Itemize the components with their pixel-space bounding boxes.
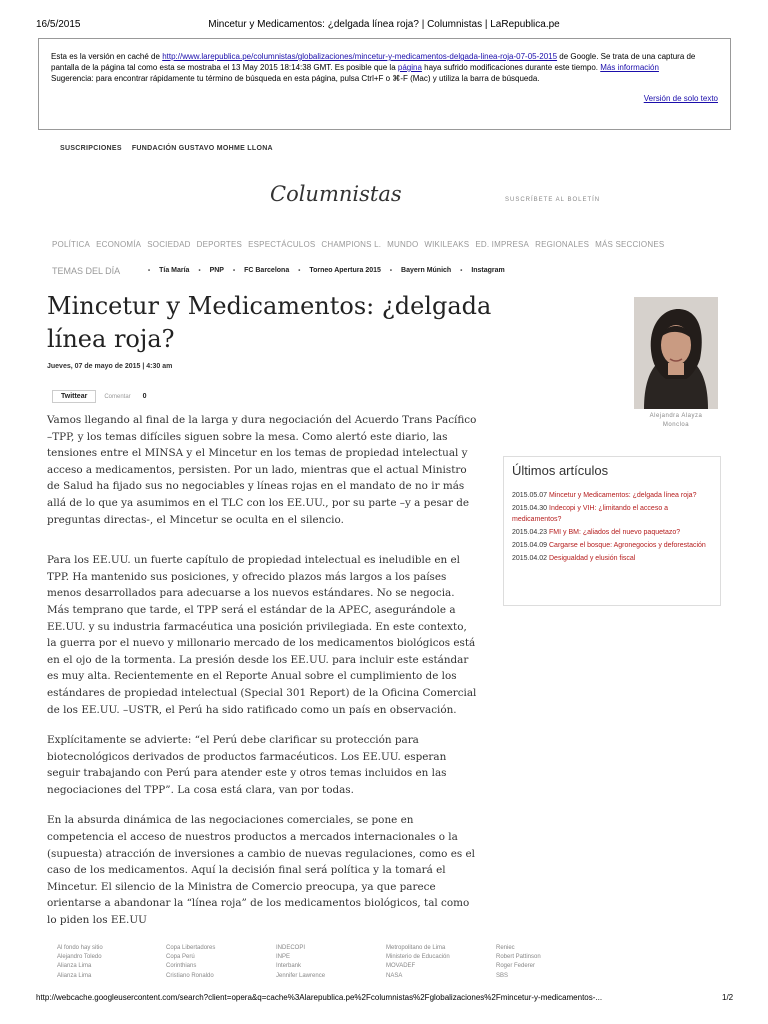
footer-link[interactable]: Roger Federer	[496, 963, 536, 970]
topnav-suscripciones[interactable]: SUSCRIPCIONES	[60, 145, 122, 152]
footer-link[interactable]: Alianza Lima	[57, 972, 92, 979]
latest-article-title[interactable]: Cargarse el bosque: Agronegocios y deforestación	[549, 542, 706, 549]
footer-column	[386, 944, 450, 981]
nav-wikileaks[interactable]: WIKILEAKS	[424, 240, 470, 249]
nav-champions[interactable]: CHAMPIONS L.	[321, 240, 382, 249]
nav-espectaculos[interactable]: ESPECTÁCULOS	[248, 240, 316, 249]
mas-informacion-link[interactable]: Más información	[600, 63, 659, 72]
tag-pnp[interactable]: • PNP	[198, 267, 224, 274]
cache-banner	[38, 38, 731, 130]
article-headline: Mincetur y Medicamentos: ¿delgada línea roja?	[47, 292, 492, 353]
cache-text-3: haya sufrido modificaciones durante este tiempo.	[421, 63, 601, 72]
latest-article-item[interactable]	[512, 503, 712, 525]
latest-article-date: 2015.04.02	[512, 555, 548, 562]
author-caption	[634, 412, 718, 430]
footer-column	[57, 944, 103, 981]
footer-link[interactable]: MOVADEF	[386, 963, 416, 970]
category-nav	[52, 240, 670, 249]
latest-articles-box	[503, 456, 721, 606]
paragraph: Para los EE.UU. un fuerte capítulo de propiedad intelectual es ineludible en el TPP. Ha mantenido sus posiciones, y ofrecido plazos más largos a los países menos desarrollados para adecuarse a los nuevos estándares. No se negocia. Más temprano que tarde, el TPP será el estándar de la APEC, asegurándole a EE.UU. y su industria farmacéutica una posición privilegiada. En este contexto, la guerra por el nuevo y millonario mercado de los medicamentos biológicos está en el ojo de la tormenta. La presión desde los EE.UU. para incluir este estándar es muy alta. Recientemente en el Reporte Anual sobre el cumplimiento de los estándares de propiedad intelectual (Special 301 Report) de la Oficina Comercial de los EE.UU. –USTR, el Perú ha sido ratificado como un país en observación.	[47, 554, 477, 716]
footer-link[interactable]: Alejandro Toledo	[57, 954, 102, 961]
twitter-button[interactable]: Twittear	[52, 390, 96, 403]
footer-link[interactable]: Reniec	[496, 945, 515, 951]
footer-link[interactable]: SBS	[496, 972, 509, 979]
comment-button[interactable]: Comentar	[104, 394, 131, 400]
latest-article-date: 2015.04.09	[512, 542, 548, 549]
footer-column	[166, 944, 215, 981]
nav-politica[interactable]: POLÍTICA	[52, 240, 91, 249]
cache-url-link[interactable]: http://www.larepublica.pe/columnistas/globalizaciones/mincetur-y-medicamentos-delgada-linea-roja-07-05-2015	[162, 52, 558, 61]
print-url: http://webcache.googleusercontent.com/search?client=opera&q=cache%3Alarepublica.pe%2Fcolumnistas%2Fglobalizaciones%2Fmincetur-y-medicamentos-...	[36, 993, 603, 1002]
latest-article-title[interactable]: Indecopi y VIH: ¿limitando el acceso a medicamentos?	[512, 505, 669, 523]
latest-article-item[interactable]	[512, 553, 712, 564]
footer-link[interactable]: Jennifer Lawrence	[276, 972, 326, 979]
footer-link[interactable]: Ministerio de Educación	[386, 954, 450, 961]
tag-torneo-apertura[interactable]: • Torneo Apertura 2015	[298, 267, 381, 274]
cache-notice	[51, 51, 718, 73]
footer-link[interactable]: Interbank	[276, 963, 302, 970]
print-date: 16/5/2015	[36, 19, 81, 30]
nav-ed-impresa[interactable]: ED. IMPRESA	[475, 240, 530, 249]
footer-link[interactable]: INDECOPI	[276, 945, 306, 951]
tag-tia-maria[interactable]: • Tía María	[148, 267, 189, 274]
trending-tags	[148, 267, 514, 274]
top-nav	[60, 145, 283, 152]
latest-articles-title: Últimos artículos	[512, 463, 609, 478]
footer-link[interactable]: Al fondo hay sitio	[57, 945, 103, 951]
page-title: Mincetur y Medicamentos: ¿delgada línea roja? | Columnistas | LaRepublica.pe	[208, 19, 560, 30]
text-only-version-link[interactable]: Versión de solo texto	[643, 94, 718, 103]
comment-count: 0	[142, 393, 147, 400]
footer-link[interactable]: INPE	[276, 954, 291, 961]
article-date: Jueves, 07 de mayo de 2015 | 4:30 am	[47, 363, 173, 370]
paragraph: Vamos llegando al final de la larga y dura negociación del Acuerdo Trans Pacífico –TPP, y los temas difíciles siguen sobre la mesa. Como alertó este diario, las tensiones entre el MINSA y el Mincetur en los temas de propiedad intelectual y acceso a medicamentos, persisten. Por un lado, mientras que el actual Ministro de Salud ha fijado sus no negociables y líneas rojas en el mandato de no ir más allá de lo que ya asumimos en el TLC con los EE.UU., por su parte –y a pesar de preguntas directas-, el Mincetur se oculta en el silencio.	[47, 414, 477, 526]
article-body	[47, 412, 477, 943]
tag-bayern[interactable]: • Bayern Múnich	[390, 267, 451, 274]
footer-link[interactable]: Metropolitano de Lima	[386, 945, 446, 951]
footer-link[interactable]: Copa Perú	[166, 954, 195, 961]
latest-article-date: 2015.05.07	[512, 492, 548, 499]
temas-del-dia-label: TEMAS DEL DÍA	[52, 266, 121, 276]
footer-column	[276, 944, 325, 981]
latest-article-item[interactable]	[512, 490, 712, 501]
footer-link[interactable]: NASA	[386, 972, 403, 979]
paragraph: Explícitamente se advierte: “el Perú debe clarificar su protección para biotecnológicos derivados de productos farmacéuticos. Los EE.UU. esperan seguir trabajando con Perú para atender este y otros temas incluidos en las negociaciones del TPP”. La cosa está clara, van por todas.	[47, 734, 447, 796]
author-name-line1: Alejandra Alayza	[649, 413, 703, 419]
footer-link[interactable]: Cristiano Ronaldo	[166, 972, 214, 979]
latest-article-title[interactable]: Desigualdad y elusión fiscal	[549, 555, 636, 562]
print-page-count: 1/2	[722, 993, 734, 1002]
pagina-link[interactable]: página	[397, 63, 422, 72]
latest-article-item[interactable]	[512, 527, 712, 538]
cache-text-2: de Google. Se trata de una captura de pantalla de la página tal como esta se mostraba el 13 May 2015 18:14:38 GMT. Es posible que la	[51, 52, 696, 72]
nav-regionales[interactable]: REGIONALES	[535, 240, 590, 249]
nav-mundo[interactable]: MUNDO	[387, 240, 419, 249]
share-bar	[52, 385, 147, 403]
latest-article-title[interactable]: Mincetur y Medicamentos: ¿delgada línea roja?	[549, 492, 697, 499]
author-portrait-image	[634, 297, 718, 409]
footer-link[interactable]: Alianza Lima	[57, 963, 92, 970]
author-name-line2: Moncloa	[662, 422, 690, 428]
latest-article-item[interactable]	[512, 540, 712, 551]
search-tip: Sugerencia: para encontrar rápidamente tu término de búsqueda en esta página, pulsa Ctrl+F o ⌘-F (Mac) y utiliza la barra de búsqueda.	[51, 74, 540, 83]
latest-article-date: 2015.04.30	[512, 505, 548, 512]
nav-deportes[interactable]: DEPORTES	[196, 240, 243, 249]
latest-article-title[interactable]: FMI y BM: ¿aliados del nuevo paquetazo?	[549, 529, 681, 536]
footer-link[interactable]: Robert Pattinson	[496, 954, 541, 961]
section-title[interactable]: Columnistas	[270, 182, 402, 206]
nav-mas-secciones[interactable]: MÁS SECCIONES	[595, 240, 665, 249]
footer-column	[496, 944, 541, 981]
latest-article-date: 2015.04.23	[512, 529, 548, 536]
newsletter-subscribe-link[interactable]: SUSCRÍBETE AL BOLETÍN	[505, 197, 601, 203]
topnav-fundacion[interactable]: FUNDACIÓN GUSTAVO MOHME LLONA	[131, 145, 273, 152]
footer-link[interactable]: Copa Libertadores	[166, 945, 216, 951]
tag-instagram[interactable]: • Instagram	[460, 267, 505, 274]
nav-sociedad[interactable]: SOCIEDAD	[147, 240, 191, 249]
tag-fc-barcelona[interactable]: • FC Barcelona	[233, 267, 289, 274]
paragraph: En la absurda dinámica de las negociaciones comerciales, se pone en competencia el acceso de nuestros productos a mercados internacionales o la (supuesta) atracción de inversiones a cambio de nuevas regulaciones, como es el caso de los medicamentos. Aquí la decisión final será política y la tomará el Mincetur. El silencio de la Ministra de Comercio preocupa, ya que parece orientarse a abandonar la “línea roja” de los medicamentos biológicos, tal como lo piden los EE.UU	[47, 814, 475, 927]
footer-link[interactable]: Corinthians	[166, 963, 197, 970]
author-photo[interactable]	[634, 297, 718, 409]
cache-text-1: Esta es la versión en caché de	[51, 52, 163, 61]
nav-economia[interactable]: ECONOMÍA	[96, 240, 142, 249]
